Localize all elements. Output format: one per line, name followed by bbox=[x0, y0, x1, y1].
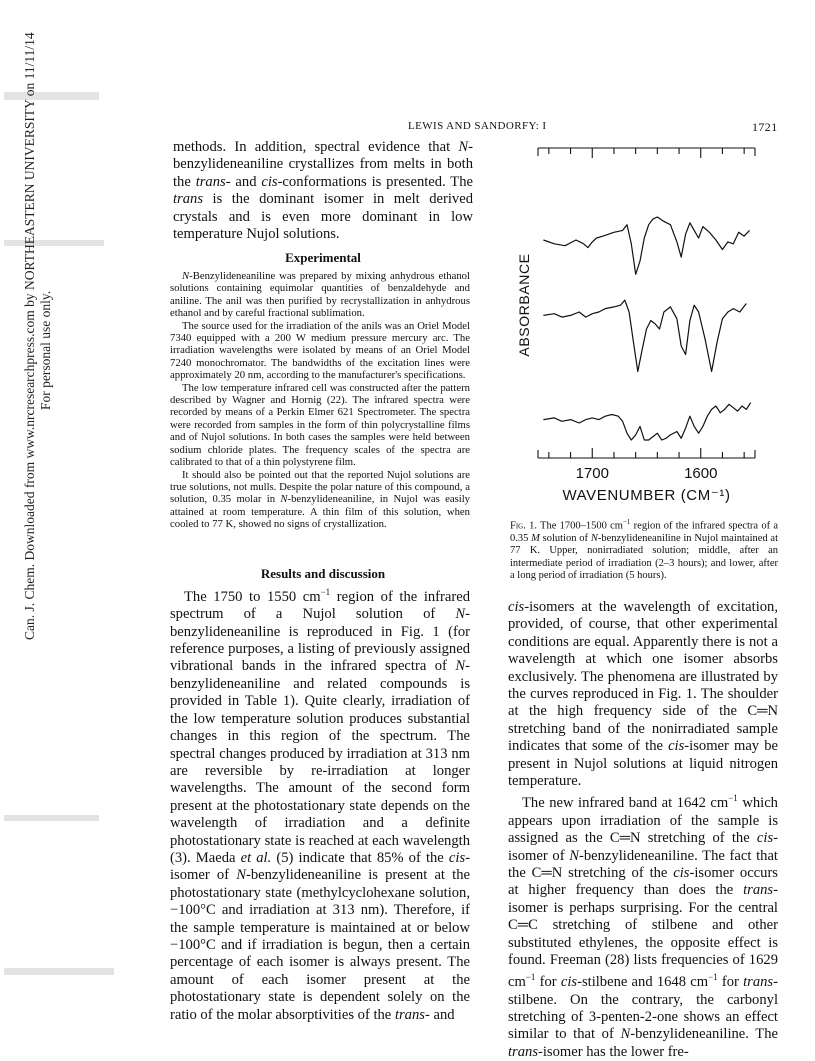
right-paragraph-2: The new infrared band at 1642 $cm^{-1}$ which appears upon irradiation of the sample is assigned as the C═N stretching of the cis-isomer of N-benzylideneaniline. The fact that the C═N stretching of the cis-isomer occurs at higher frequency than does the trans-isomer is perhaps surprising. For the central C═C stretching of stilbene and other substituted ethylenes, the opposite effect is found. Freeman (28) lists frequencies of 1629 $cm^{-1}$ for cis-stilbene and 1648 $cm^{-1}$ for trans-stilbene. On the contrary, the carbonyl stretching of 3-penten-2-one shows an effect similar to that of N-benzylideneaniline. The trans-isomer has the lower fre- bbox=[508, 793, 778, 1060]
spectrum-trace-3 bbox=[543, 403, 750, 440]
spectrum-trace-1 bbox=[543, 217, 749, 274]
x-tick-label: 1700 bbox=[575, 465, 609, 482]
experimental-section bbox=[170, 270, 470, 531]
results-heading: Results and discussion bbox=[260, 566, 386, 581]
experimental-heading: Experimental bbox=[285, 250, 361, 265]
experimental-paragraph-3: The low temperature infrared cell was constructed after the pattern described by Wagner and Hornig (22). The infrared spectra were recorded by means of a Perkin Elmer 621 Spectrometer. The spectra were recorded from samples in the form of thin polycrystalline films and of Nujol solutions. In both cases the samples were held between sodium chloride plates. The frequency scales of the spectra are calibrated to that of a thin polystyrene film. bbox=[170, 381, 470, 469]
figure-1-caption: Fig. 1. The 1700–1500 $cm^{-1}$ region of the infrared spectra of a 0.35 M solution of N-benzylideneaniline in Nujol maintained at 77 K. Upper, nonirradiated solution; middle, after an intermediate period of irradiation (2–3 hours); and lower, after a long period of irradiation (5 hours). bbox=[510, 518, 779, 582]
page-number: 1721 bbox=[752, 120, 778, 134]
y-axis-label: ABSORBANCE bbox=[516, 253, 532, 357]
experimental-paragraph-4: It should also be pointed out that the reported Nujol solutions are true solutions, not mulls. Despite the polar nature of this compound, a solution, 0.35 molar in N-benzylideneaniline, in Nujol was easily attained at room temperature. A thin film of this solution, when cooled to 77 K, showed no signs of crystallization. bbox=[170, 468, 471, 531]
running-head: LEWIS AND SANDORFY: I bbox=[408, 120, 547, 132]
experimental-paragraph-2: The source used for the irradiation of the anils was an Oriel Model 7340 equipped with a 200 W medium pressure mercury arc. The irradiation wavelengths were isolated by means of an Oriel Model 7240 monochromator. The bandwidths of the excitation lines were approximately 20 nm, according to the manufacturer's specifications. bbox=[170, 319, 470, 382]
intro-paragraph: methods. In addition, spectral evidence that N-benzylideneaniline crystallizes from melts in both the trans- and cis-conformations is presented. The trans is the dominant isomer in melt derived crystals and is even more dominant in low temperature Nujol solutions. bbox=[173, 139, 473, 243]
figure-1-label: Fig. 1. bbox=[510, 520, 537, 532]
experimental-paragraph-1: N-Benzylideneaniline was prepared by mixing anhydrous ethanol solutions containing equimolar quantities of benzaldehyde and aniline. The anil was then purified by recrystallization in anhydrous ethanol and by careful fractional sublimation. bbox=[170, 270, 470, 320]
download-notice-line-1: Can. J. Chem. Downloaded from www.nrcresearchpress.com by NORTHEASTERN UNIVERSITY on 11/11/14 bbox=[22, 32, 37, 640]
figure-1 bbox=[510, 140, 780, 510]
results-paragraph: The 1750 to 1550 $cm^{-1}$ region of the infrared spectrum of a Nujol solution of N-benzylideneaniline is reproduced in Fig. 1 (for reference purposes, a listing of previously assigned vibrational bands in the infrared spectra of N-benzylideneaniline and related compounds is provided in Table 1). Quite clearly, irradiation of the low temperature solution produces substantial changes in this region of the spectrum. The spectral changes produced by irradiation at 313 nm are reversible by re-irradiation at longer wavelengths. The amount of the second form present at the photostationary state depends on the wavelength of irradiation and a definite photostationary state is reached at each wavelength (3). Maeda et al. (5) indicate that 85% of the cis-isomer of N-benzylideneaniline is present at the photostationary state (methylcyclohexane solution, −100°C and irradiation at 313 nm). Therefore, if the sample temperature is maintained at or below −100°C and if irradiation is begun, then a certain percentage of each isomer is always present. The amount of each isomer present at the photostationary state is dependent solely on the ratio of the molar absorptivities of the trans- and bbox=[170, 587, 470, 1023]
download-notice-line-2: For personal use only. bbox=[38, 290, 53, 410]
x-axis-label: WAVENUMBER (CM⁻¹) bbox=[562, 487, 731, 504]
download-notice bbox=[0, 0, 53, 1053]
right-paragraph-1: cis-isomers at the wavelength of excitation, provided, of course, that other experimental conditions are equal. Apparently there is not a wavelength at which one isomer absorbs exclusively. The phenomena are illustrated by the curves reproduced in Fig. 1. The shoulder at the high frequency side of the C═N stretching band of the nonirradiated sample indicates that some of the cis-isomer may be present in Nujol solutions at liquid nitrogen temperature. bbox=[508, 599, 778, 790]
spectrum-trace-2 bbox=[543, 300, 746, 371]
right-column-text bbox=[508, 599, 778, 1061]
x-tick-label: 1600 bbox=[684, 465, 718, 482]
spectrum-chart bbox=[510, 140, 780, 510]
